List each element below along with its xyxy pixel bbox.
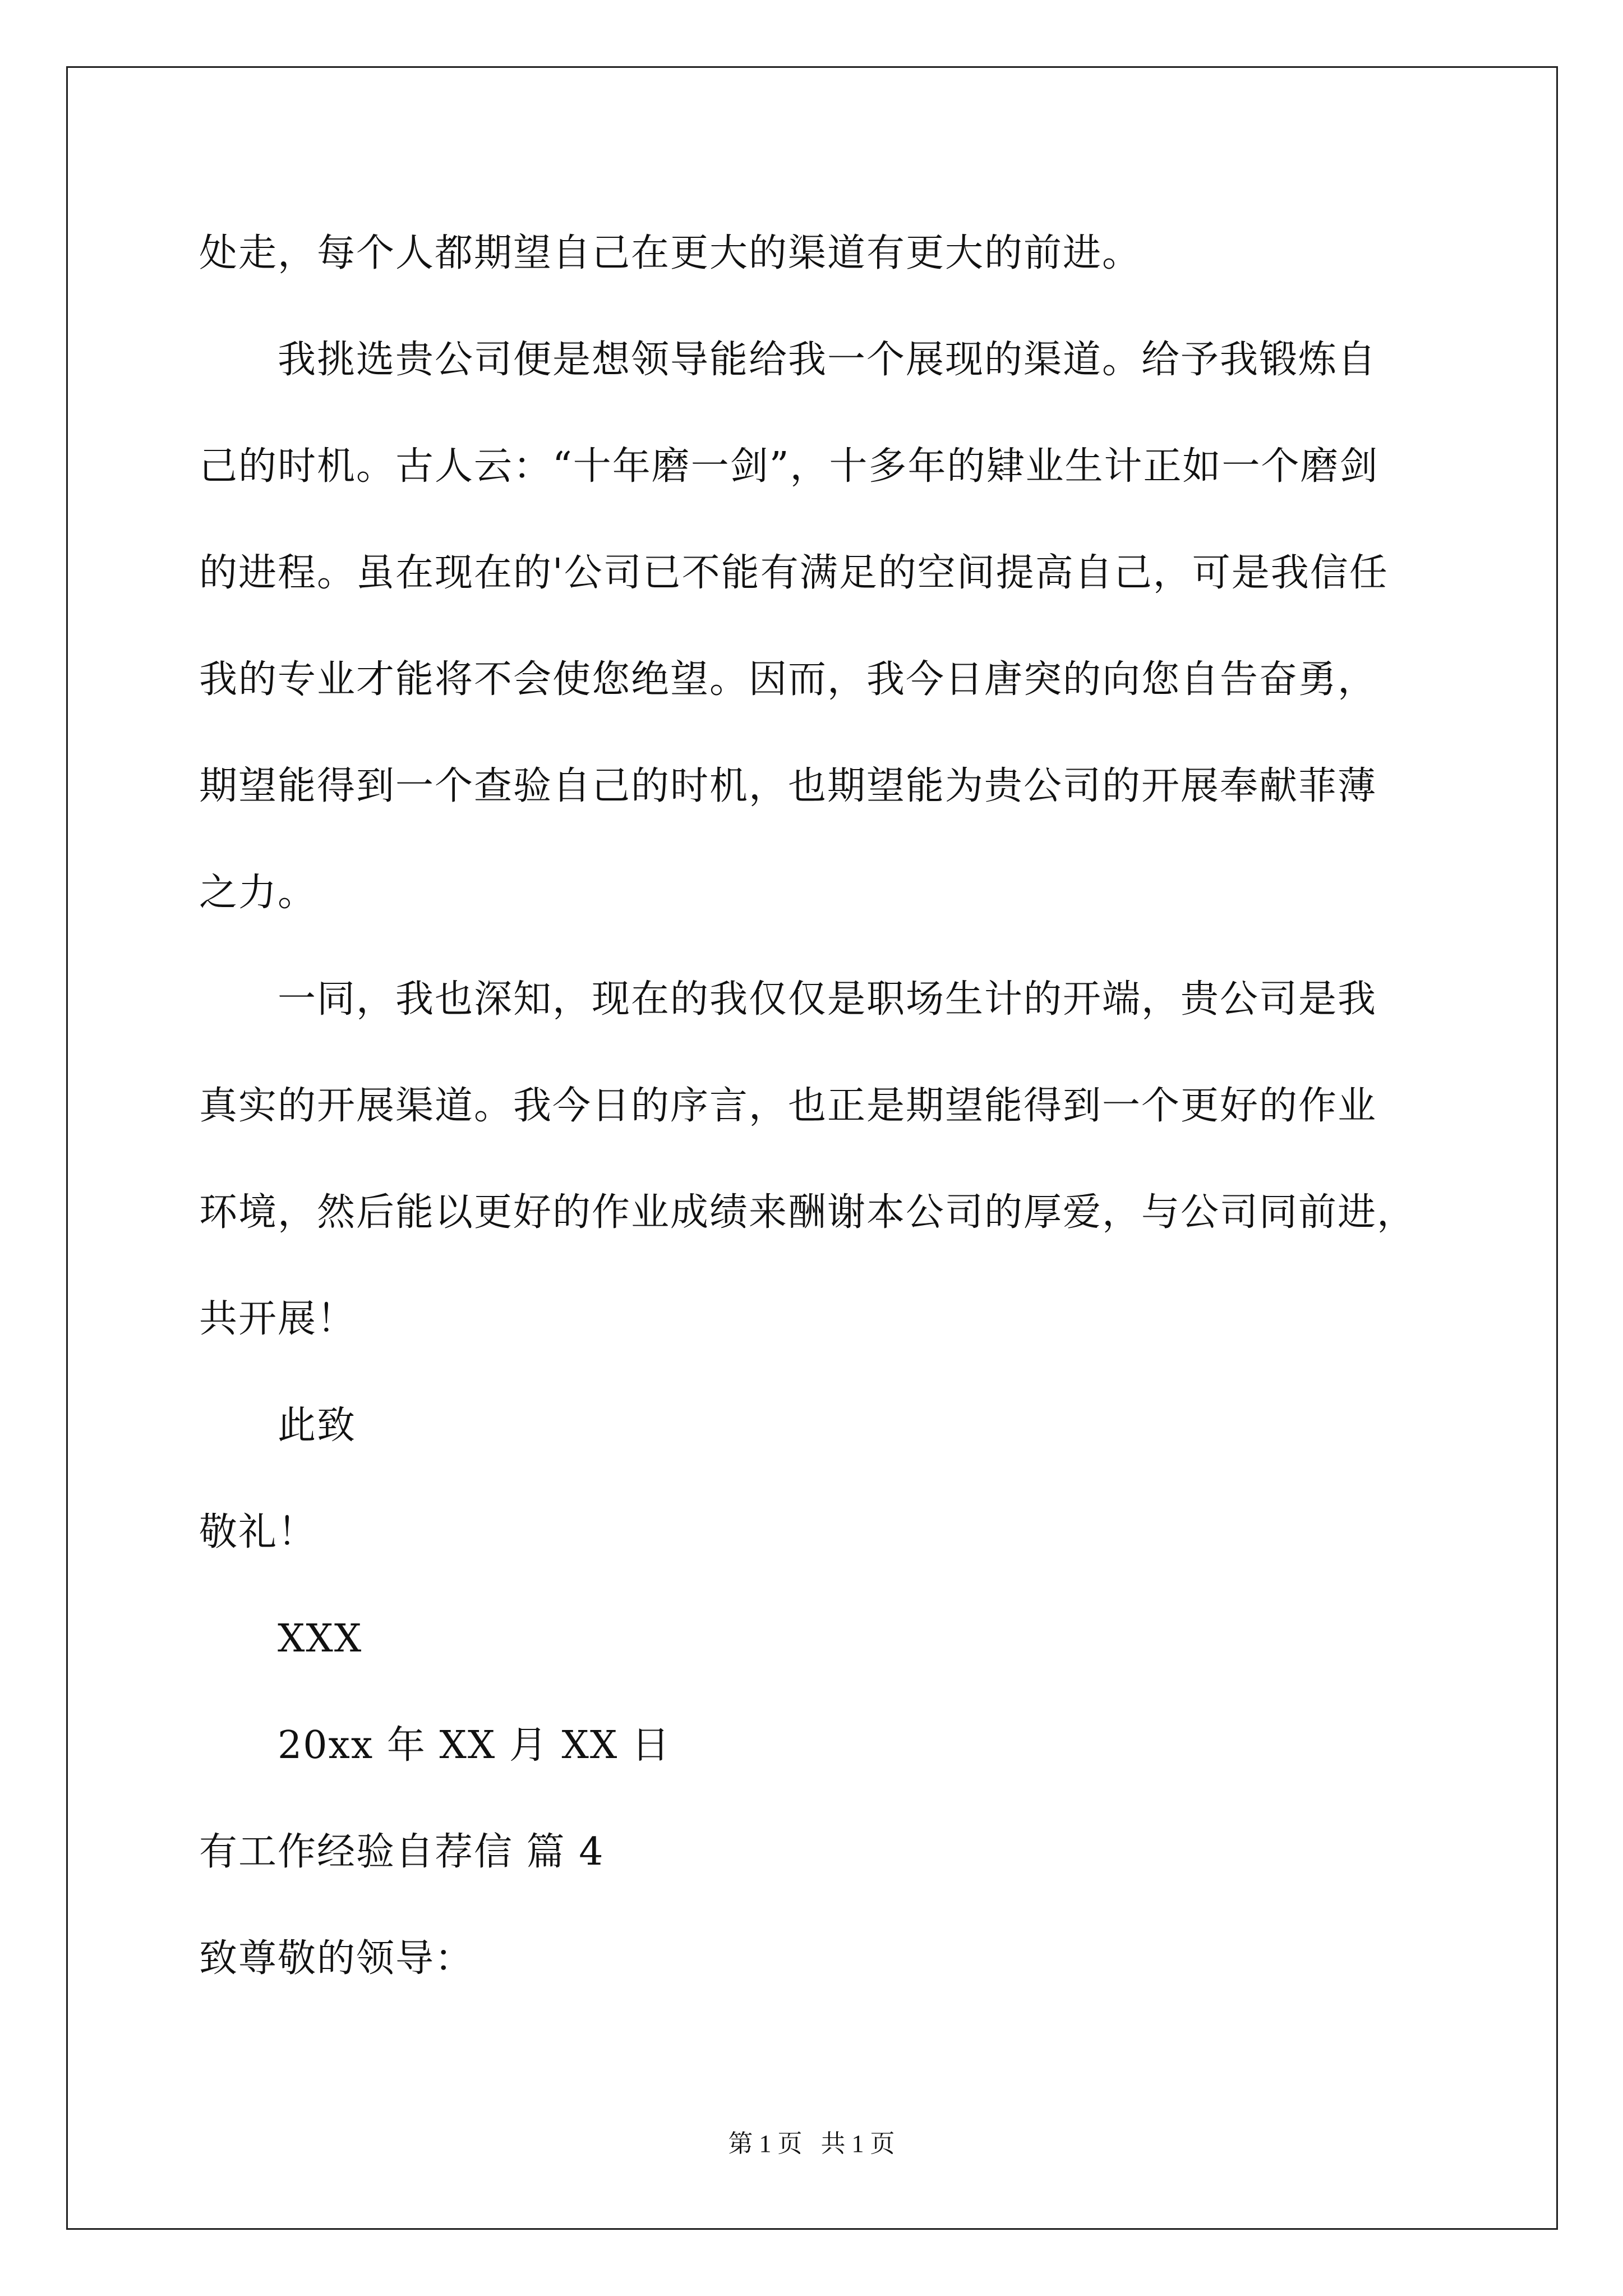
section-heading: 有工作经验自荐信 篇 4 (199, 1830, 605, 1874)
body-line-8: 一同，我也深知，现在的我仅仅是职场生计的开端，贵公司是我 (278, 977, 1377, 1022)
body-line-4: 的进程。虽在现在的'公司已不能有满足的空间提高自己，可是我信任 (199, 551, 1389, 595)
signature-name: XXX (278, 1617, 363, 1661)
body-line-5: 我的专业才能将不会使您绝望。因而，我今日唐突的向您自告奋勇， (199, 657, 1377, 702)
signature-date: 20xx 年 XX 月 XX 日 (278, 1723, 671, 1768)
closing-regards: 敬礼！ (199, 1510, 317, 1554)
body-line-7: 之力。 (199, 871, 317, 915)
body-line-9: 真实的开展渠道。我今日的序言，也正是期望能得到一个更好的作业 (199, 1084, 1377, 1128)
body-line-1: 处走，每个人都期望自己在更大的渠道有更大的前进。 (199, 231, 1142, 275)
page-border (66, 66, 1558, 2230)
closing-salutation: 此致 (278, 1404, 357, 1448)
letter-greeting: 致尊敬的领导： (199, 1936, 474, 1981)
page-footer: 第 1 页 共 1 页 (728, 2130, 895, 2157)
body-line-10: 环境，然后能以更好的作业成绩来酬谢本公司的厚爱，与公司同前进， (199, 1190, 1417, 1235)
body-line-6: 期望能得到一个查验自己的时机，也期望能为贵公司的开展奉献菲薄 (199, 764, 1377, 808)
body-line-3: 己的时机。古人云：“十年磨一剑”，十多年的肄业生计正如一个磨剑 (199, 444, 1379, 489)
body-line-11: 共开展！ (199, 1297, 357, 1341)
body-line-2: 我挑选贵公司便是想领导能给我一个展现的渠道。给予我锻炼自 (278, 338, 1377, 382)
